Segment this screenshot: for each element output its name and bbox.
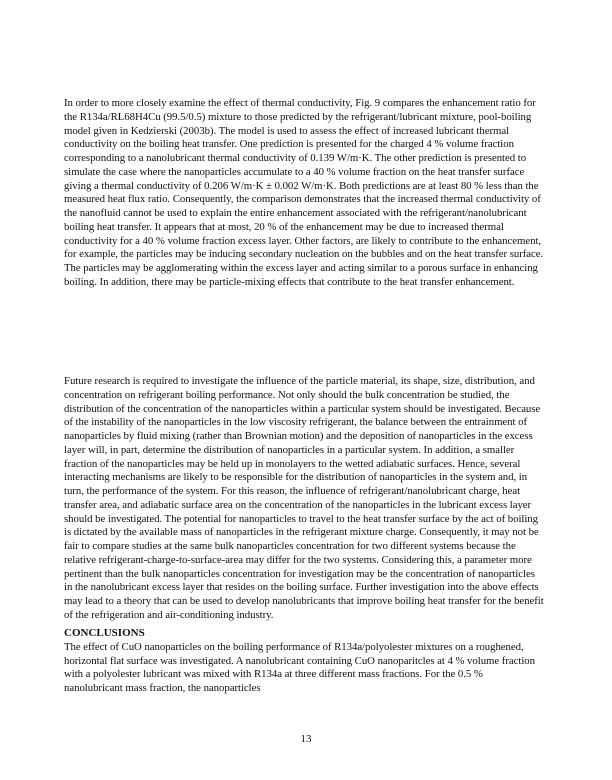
conclusions-paragraph: The effect of CuO nanoparticles on the boiling performance of R134a/polyolester mixtures on a roughened, horizontal flat surface was investigated. A nanolubricant containing CuO nanoparitcles at 4 % volume fraction with a polyolester lubricant was mixed with R134a at three different mass fractions. For the 0.5 % nanolubricant mass fraction, the nanoparticles (64, 640, 535, 694)
body-paragraph-2 (64, 375, 544, 623)
paragraph-future-research: Future research is required to investigate the influence of the particle material, its shape, size, distribution, and concentration on refrigerant boiling performance. Not only should the bulk concentration be studied, the distribution of the concentration of the nanoparticles within a particular system should be investigated. Because of the instability of the nanoparticles in the low viscosity refrigerant, the balance between the entrainment of nanoparticles by fluid mixing (rather than Brownian motion) and the deposition of nanoparticles in the excess layer will, in part, determine the distribution of nanoparticles in a particular system. In addition, a smaller fraction of the nanoparticles may be held up in monolayers to the wetted adiabatic surfaces. Hence, several interacting mechanisms are likely to be responsible for the distribution of nanoparticles in the system and, in turn, the performance of the system. For this reason, the influence of refrigerant/nanolubricant charge, heat transfer area, and adiabatic surface area on the concentration of the nanoparticles in the lubricant excess layer should be investigated. The potential for nanoparticles to travel to the heat transfer surface by the act of boiling is dictated by the available mass of nanoparticles in the refrigerant mixture charge. Consequently, it may not be fair to compare studies at the same bulk nanoparticles concentration for two different systems because the relative refrigerant-charge-to-surface-area may differ for the two systems. Considering this, a parameter more pertinent than the bulk nanoparticles concentration for investigation may be the concentration of nanoparticles in the nanolubricant excess layer that resides on the boiling surface. Further investigation into the above effects may lead to a theory that can be used to develop nanolubricants that improve boiling heat transfer for the benefit of the refrigeration and air-conditioning industry. (64, 375, 544, 621)
body-paragraph-1 (64, 97, 544, 290)
section-heading: CONCLUSIONS (64, 627, 145, 639)
paragraph-thermal-conductivity: In order to more closely examine the effect of thermal conductivity, Fig. 9 compares the enhancement ratio for the R134a/RL68H4Cu (99.5/0.5) mixture to those predicted by the refrigerant/lubricant mixture, pool-boiling model given in Kedzierski (2003b). The model is used to assess the effect of increased lubricant thermal conductivity on the boiling heat transfer. One prediction is presented for the charged 4 % volume fraction corresponding to a nanolubricant thermal conductivity of 0.139 W/m·K. The other prediction is presented to simulate the case where the nanoparticles accumulate to a 40 % volume fraction on the heat transfer surface giving a thermal conductivity of 0.206 W/m·K ± 0.002 W/m·K. Both predictions are at least 80 % less than the measured heat flux ratio. Consequently, the comparison demonstrates that the increased thermal conductivity of the nanofluid cannot be used to explain the entire enhancement associated with the refrigerant/nanolubricant boiling heat transfer. It appears that at most, 20 % of the enhancement may be due to increased thermal conductivity for a 40 % volume fraction excess layer. Other factors, are likely to contribute to the enhancement, for example, the particles may be inducing secondary nucleation on the bubbles and on the heat transfer surface. The particles may be agglomerating within the excess layer and acting similar to a porous surface in enhancing boiling. In addition, there may be particle-mixing effects that contribute to the heat transfer enhancement. (64, 97, 544, 288)
page-number: 13 (300, 733, 312, 745)
conclusions-section (64, 627, 544, 696)
